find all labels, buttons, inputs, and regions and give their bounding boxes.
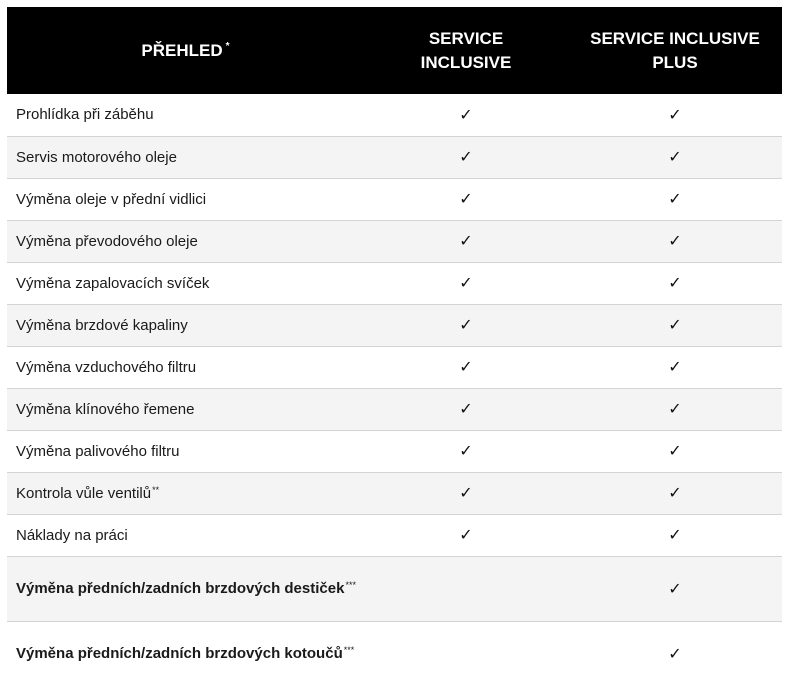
table-row [7, 346, 782, 388]
header-overview-label: PŘEHLED [141, 40, 223, 60]
row-label: Výměna palivového filtru [16, 442, 180, 460]
checkmark-icon: ✓ [459, 483, 473, 502]
service-inclusive-plus-cell [568, 472, 782, 514]
checkmark-icon: ✓ [459, 189, 473, 208]
checkmark-icon: ✓ [668, 104, 682, 124]
checkmark-icon: ✓ [459, 231, 473, 250]
service-inclusive-cell [364, 388, 568, 430]
table-row [7, 136, 782, 178]
table-row [7, 178, 782, 220]
table-row [7, 220, 782, 262]
service-inclusive-plus-cell [568, 514, 782, 556]
service-inclusive-plus-cell [568, 556, 782, 621]
checkmark-icon: ✓ [668, 483, 682, 502]
header-row [7, 7, 782, 94]
row-label: Výměna předních/zadních brzdových kotoučů [16, 645, 343, 663]
row-label-cell [7, 430, 364, 472]
checkmark-icon: ✓ [459, 104, 473, 124]
row-footnote-mark: *** [343, 645, 355, 656]
header-service-inclusive-plus-line1: SERVICE INCLUSIVE [590, 28, 760, 48]
checkmark-icon: ✓ [459, 273, 473, 292]
checkmark-icon: ✓ [459, 525, 473, 544]
row-label: Kontrola vůle ventilů [16, 484, 152, 502]
row-label-cell [7, 136, 364, 178]
service-inclusive-cell [364, 514, 568, 556]
checkmark-icon: ✓ [668, 189, 682, 208]
row-label: Výměna zapalovacích svíček [16, 274, 210, 292]
row-footnote-mark: *** [345, 580, 356, 590]
row-label-cell [7, 346, 364, 388]
checkmark-icon: ✓ [459, 357, 473, 376]
row-label-cell [7, 262, 364, 304]
row-label-cell [7, 94, 364, 136]
service-inclusive-plus-cell [568, 178, 782, 220]
row-label: Výměna klínového řemene [16, 400, 195, 418]
checkmark-icon: ✓ [459, 399, 473, 418]
row-label: Náklady na práci [16, 526, 128, 544]
row-label: Servis motorového oleje [16, 148, 177, 166]
row-label-cell [7, 304, 364, 346]
checkmark-icon: ✓ [668, 643, 682, 663]
service-inclusive-plus-cell [568, 621, 782, 686]
header-service-inclusive-plus-line2: PLUS [652, 52, 698, 72]
header-service-inclusive [364, 7, 568, 94]
service-inclusive-cell [364, 556, 568, 621]
service-inclusive-cell [364, 136, 568, 178]
table-row [7, 472, 782, 514]
table-row [7, 514, 782, 556]
row-label: Výměna předních/zadních brzdových destiček [16, 580, 345, 597]
checkmark-icon: ✓ [459, 315, 473, 334]
service-inclusive-plus-cell [568, 430, 782, 472]
table-row [7, 388, 782, 430]
checkmark-icon: ✓ [668, 231, 682, 250]
table-row [7, 262, 782, 304]
row-label-cell [7, 556, 364, 621]
table-row [7, 304, 782, 346]
service-inclusive-plus-cell [568, 262, 782, 304]
header-service-inclusive-line1: SERVICE [428, 28, 504, 48]
checkmark-icon: ✓ [459, 147, 473, 166]
checkmark-icon: ✓ [668, 147, 682, 166]
checkmark-icon: ✓ [668, 399, 682, 418]
service-inclusive-plus-cell [568, 220, 782, 262]
header-overview-note: * [225, 40, 230, 52]
service-inclusive-cell [364, 304, 568, 346]
row-label-cell [7, 178, 364, 220]
checkmark-icon: ✓ [668, 578, 682, 598]
row-label: Výměna převodového oleje [16, 232, 198, 250]
service-inclusive-cell [364, 472, 568, 514]
table-body [7, 94, 782, 686]
header-service-inclusive-line2: INCLUSIVE [420, 52, 512, 72]
table-row [7, 430, 782, 472]
row-label: Výměna vzduchového filtru [16, 358, 197, 376]
row-label-cell [7, 220, 364, 262]
header-overview [7, 7, 364, 94]
service-inclusive-cell [364, 621, 568, 686]
table-header [7, 7, 782, 94]
row-label: Výměna oleje v přední vidlici [16, 190, 207, 208]
service-inclusive-cell [364, 220, 568, 262]
service-inclusive-plus-cell [568, 136, 782, 178]
row-label-cell [7, 472, 364, 514]
header-service-inclusive-plus [568, 7, 782, 94]
service-inclusive-plus-cell [568, 304, 782, 346]
checkmark-icon: ✓ [668, 357, 682, 376]
service-inclusive-cell [364, 262, 568, 304]
checkmark-icon: ✓ [668, 315, 682, 334]
service-inclusive-cell [364, 178, 568, 220]
row-footnote-mark: ** [152, 484, 160, 495]
table-row [7, 556, 782, 621]
row-label: Prohlídka při záběhu [16, 106, 154, 124]
checkmark-icon: ✓ [668, 525, 682, 544]
table-row [7, 94, 782, 136]
service-inclusive-cell [364, 346, 568, 388]
service-inclusive-plus-cell [568, 346, 782, 388]
row-label-cell [7, 388, 364, 430]
service-comparison-table [7, 7, 782, 686]
service-inclusive-cell [364, 430, 568, 472]
row-label-cell [7, 621, 364, 686]
service-inclusive-plus-cell [568, 94, 782, 136]
checkmark-icon: ✓ [459, 441, 473, 460]
table-row [7, 621, 782, 686]
checkmark-icon: ✓ [668, 273, 682, 292]
service-inclusive-cell [364, 94, 568, 136]
checkmark-icon: ✓ [668, 441, 682, 460]
row-label-cell [7, 514, 364, 556]
service-inclusive-plus-cell [568, 388, 782, 430]
row-label: Výměna brzdové kapaliny [16, 316, 188, 334]
